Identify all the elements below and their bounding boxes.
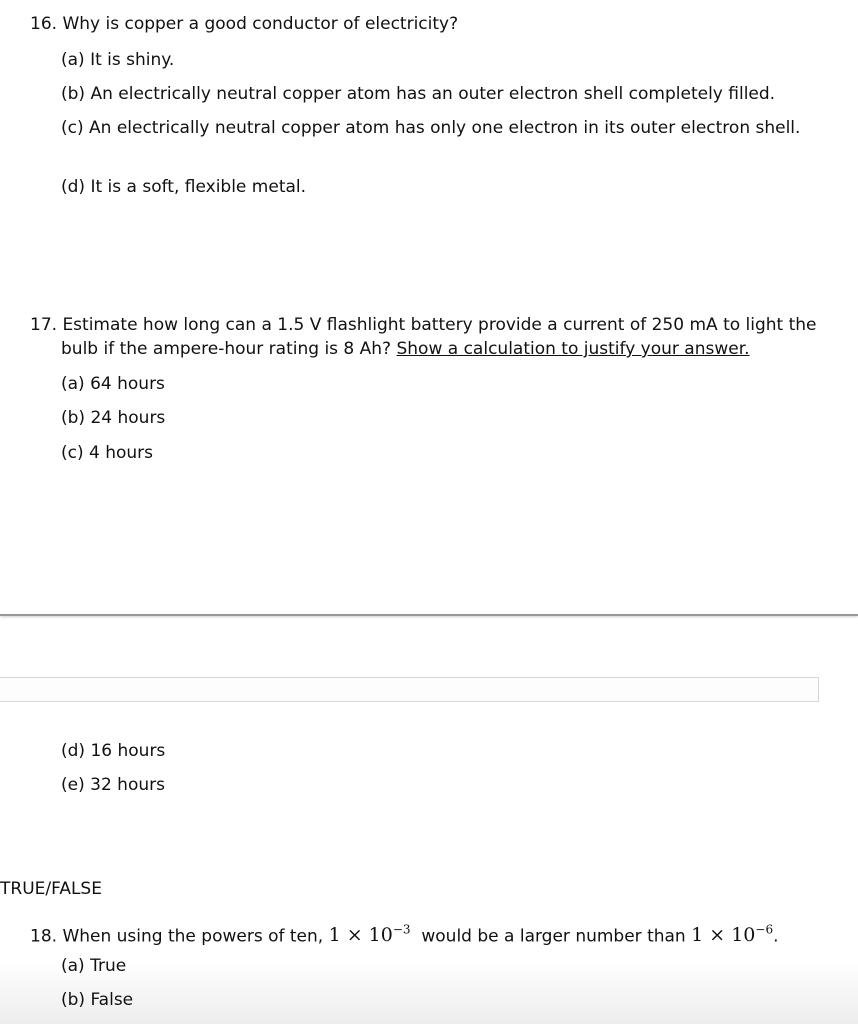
option-16c[interactable]: (c) An electrically neutral copper atom has only one electron in its outer electron shell. — [61, 118, 801, 138]
q18-suffix: . — [773, 926, 779, 947]
q18-expr2-exp: −6 — [755, 923, 774, 937]
q18-expr1-base: 1 × 10 — [328, 924, 393, 947]
q18-middle: would be a larger number than — [421, 926, 686, 947]
option-18a[interactable]: (a) True — [61, 956, 127, 976]
question-17-instruction: Show a calculation to justify your answer. — [396, 339, 750, 359]
question-17 — [30, 313, 821, 361]
option-17a[interactable]: (a) 64 hours — [61, 374, 165, 394]
answer-box[interactable] — [0, 677, 819, 702]
option-16a[interactable]: (a) It is shiny. — [61, 50, 175, 70]
option-17e[interactable]: (e) 32 hours — [61, 775, 165, 795]
option-17c[interactable]: (c) 4 hours — [61, 443, 154, 463]
option-16b[interactable]: (b) An electrically neutral copper atom has an outer electron shell completely filled. — [61, 84, 776, 104]
section-heading: TRUE/FALSE — [0, 879, 102, 899]
option-18b[interactable]: (b) False — [61, 990, 134, 1010]
option-17d[interactable]: (d) 16 hours — [61, 741, 166, 761]
question-16: 16. Why is copper a good conductor of electricity? — [30, 14, 459, 34]
question-17-text: 17. Estimate how long can a 1.5 V flashlight battery provide a current of 250 mA to light the bulb if the ampere-hour rating is 8 Ah? — [30, 315, 817, 359]
q18-expr1 — [329, 924, 411, 946]
option-17b[interactable]: (b) 24 hours — [61, 408, 166, 428]
q18-prefix: 18. When using the powers of ten, — [30, 926, 324, 947]
q18-expr1-exp: −3 — [392, 923, 411, 937]
q18-expr2-base: 1 × 10 — [691, 924, 756, 947]
page-divider — [0, 614, 858, 616]
q18-expr2 — [691, 924, 773, 946]
question-18 — [30, 918, 779, 948]
option-16d[interactable]: (d) It is a soft, flexible metal. — [61, 177, 307, 197]
